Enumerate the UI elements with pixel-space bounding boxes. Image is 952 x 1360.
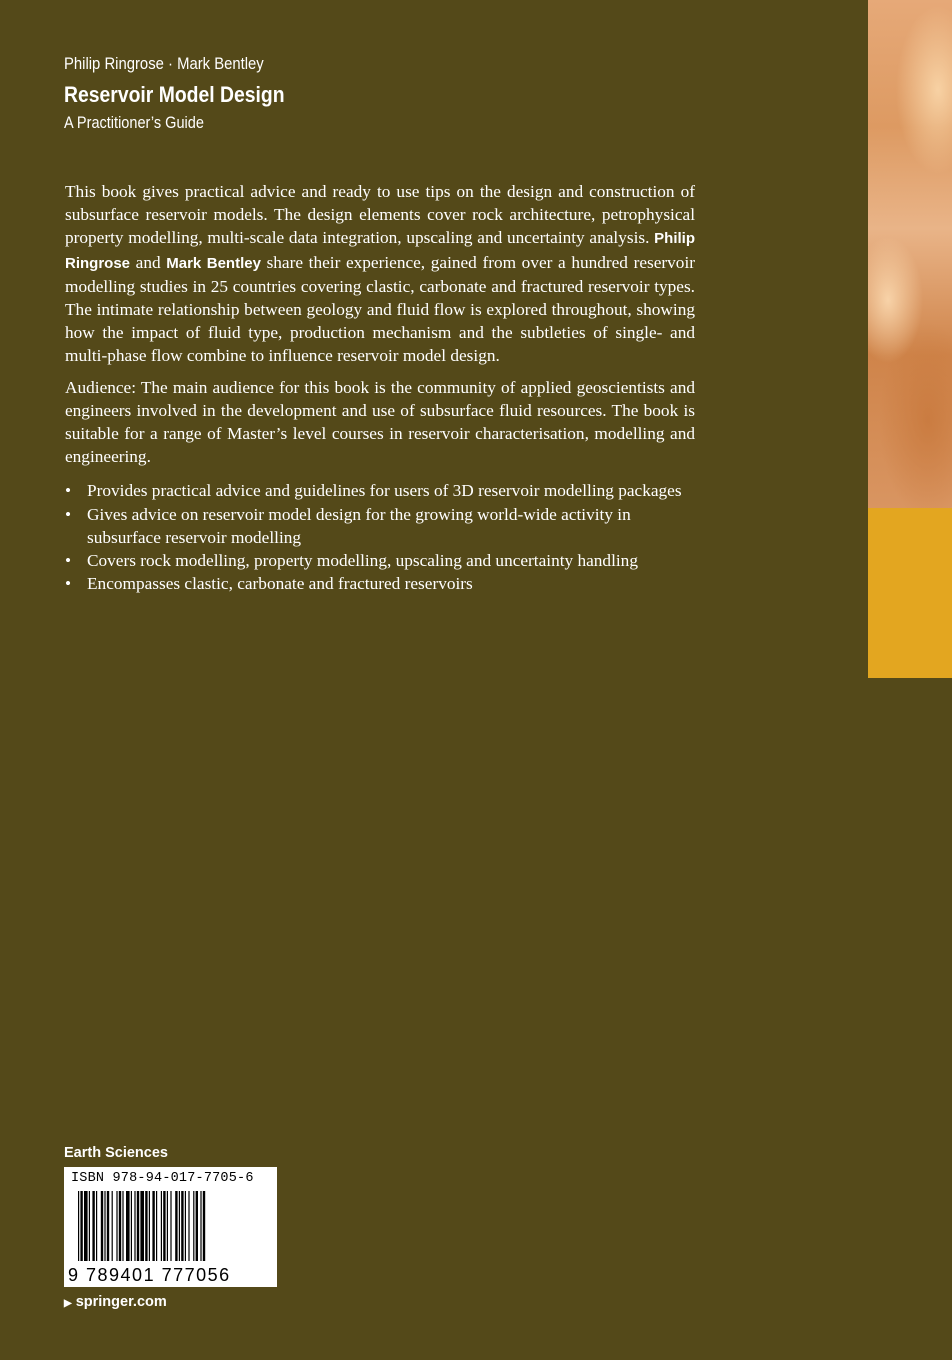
list-item <box>65 479 695 502</box>
barcode-bar <box>188 1191 189 1261</box>
barcode-bar <box>96 1191 97 1261</box>
website-link[interactable] <box>64 1294 167 1310</box>
barcode-bar <box>161 1191 162 1261</box>
barcode-bar <box>179 1191 180 1261</box>
audience-paragraph: Audience: The main audience for this book is the community of applied geoscientists and engineers involved in the development and use of subsurface fluid resources. The book is suitable for a range of Master’s level courses in reservoir characterisation, modelling and engineering. <box>65 377 695 467</box>
website-text: springer.com <box>75 1294 167 1310</box>
barcode-bar <box>126 1191 130 1261</box>
barcode-bar <box>89 1191 90 1261</box>
book-title: Reservoir Model Design <box>64 82 285 107</box>
and-text: and <box>130 252 167 272</box>
barcode-bar <box>104 1191 105 1261</box>
barcode-bar <box>84 1191 88 1261</box>
isbn-label: ISBN 978-94-017-7705-6 <box>71 1171 254 1186</box>
barcode-bar <box>149 1191 150 1261</box>
bullet-icon: • <box>65 481 72 501</box>
barcode-bar <box>112 1191 113 1261</box>
barcode-bar <box>185 1191 186 1261</box>
authors-line: Philip Ringrose · Mark Bentley <box>64 55 264 73</box>
book-header <box>64 55 315 133</box>
color-band <box>868 508 952 678</box>
barcode-bar <box>101 1191 103 1261</box>
ean-digits: 9 789401 777056 <box>68 1265 231 1285</box>
subject-label: Earth Sciences <box>64 1145 168 1161</box>
barcode-bar <box>119 1191 121 1261</box>
intro-text-2: share their experience, gained from over a hundred reservoir modelling studies in 25 countries covering clastic, carbonate and fractured reservoir types. The intimate relationship between geology and fluid flow is explored throughout, showing how the impact of fluid type, production mechanism and the subtleties of single- and multi-phase flow combine to influence reservoir model design. <box>65 252 695 366</box>
barcode-bar <box>193 1191 194 1261</box>
barcode-bar <box>175 1191 177 1261</box>
barcode-bar <box>92 1191 94 1261</box>
barcode-bar <box>116 1191 117 1261</box>
list-item-text: Provides practical advice and guidelines for users of 3D reservoir modelling packages <box>87 481 682 501</box>
list-item <box>65 572 695 595</box>
barcode-bar <box>152 1191 154 1261</box>
list-item-text: Encompasses clastic, carbonate and fractured reservoirs <box>87 574 473 594</box>
barcode-bar <box>203 1191 205 1261</box>
author-name-2: Mark Bentley <box>166 254 261 272</box>
barcode-bar <box>131 1191 132 1261</box>
author-name-1: Philip Ringrose <box>65 230 695 272</box>
cover-side-strip <box>868 0 952 1360</box>
list-item <box>65 503 695 549</box>
bullet-icon: • <box>65 574 72 594</box>
barcode-bars-icon <box>78 1191 264 1267</box>
barcode-bar <box>80 1191 82 1261</box>
barcode-bar <box>107 1191 109 1261</box>
barcode-bar <box>122 1191 123 1261</box>
barcode-bar <box>167 1191 168 1261</box>
list-item-text: Gives advice on reservoir model design for the growing world-wide activity in subsurface reservoir modelling <box>87 504 631 547</box>
intro-paragraph <box>65 180 695 368</box>
barcode-bar <box>200 1191 201 1261</box>
book-subtitle: A Practitioner’s Guide <box>64 114 204 132</box>
barcode-bar <box>78 1191 79 1261</box>
barcode-bar <box>170 1191 171 1261</box>
barcode-bar <box>145 1191 147 1261</box>
feature-list <box>65 479 695 595</box>
rock-photo-image <box>868 0 952 508</box>
list-item-text: Covers rock modelling, property modelling, upscaling and uncertainty handling <box>87 551 638 571</box>
isbn-barcode <box>64 1167 277 1287</box>
arrow-right-icon: ▶ <box>64 1298 72 1309</box>
intro-text-1: This book gives practical advice and ready to use tips on the design and construction of subsurface reservoir models. The design elements cover rock architecture, petrophysical property modelling, multi-scale data integration, upscaling and uncertainty analysis. <box>65 182 695 248</box>
barcode-bar <box>196 1191 198 1261</box>
bullet-icon: • <box>65 551 72 571</box>
bullet-icon: • <box>65 504 72 524</box>
blurb <box>65 180 695 595</box>
barcode-bar <box>137 1191 139 1261</box>
barcode-bar <box>156 1191 157 1261</box>
barcode-bar <box>140 1191 144 1261</box>
barcode-bar <box>181 1191 183 1261</box>
barcode-bar <box>163 1191 165 1261</box>
list-item <box>65 549 695 572</box>
barcode-bar <box>134 1191 135 1261</box>
